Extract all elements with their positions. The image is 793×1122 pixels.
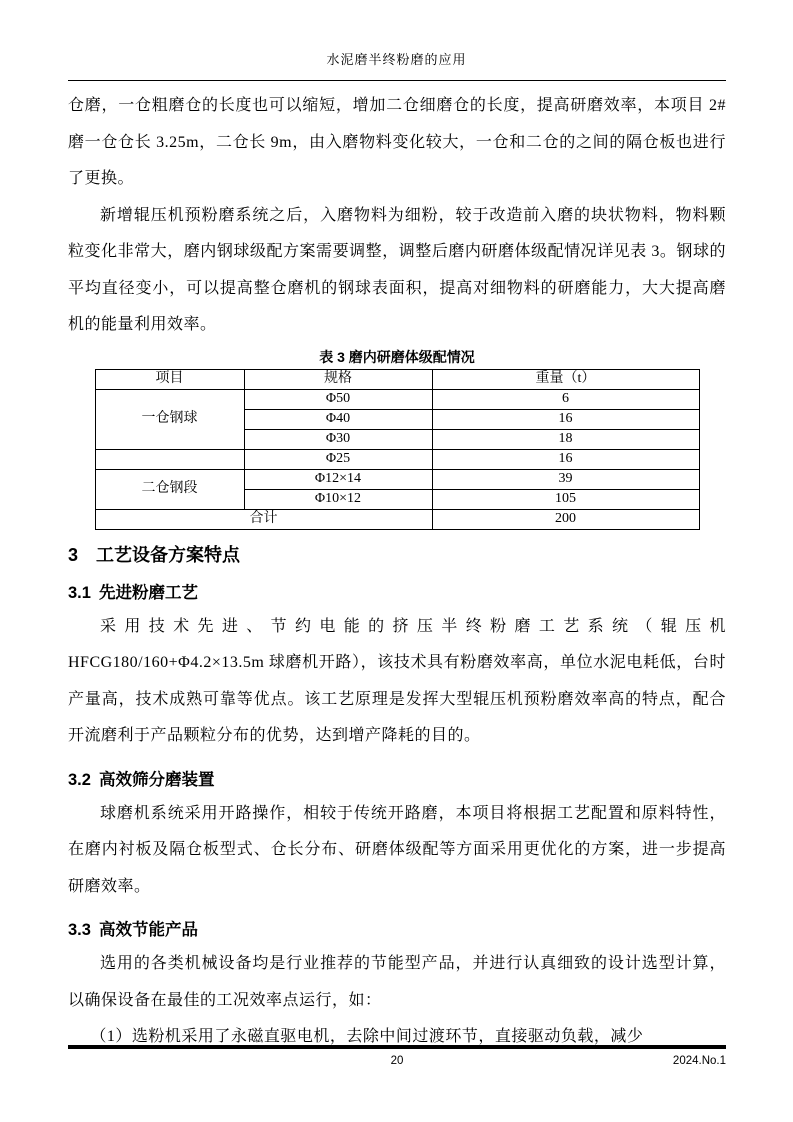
- col-header-item: 项目: [95, 369, 244, 389]
- weight-cell: 18: [432, 429, 699, 449]
- weight-cell: 39: [432, 469, 699, 489]
- footer-row: [68, 1054, 726, 1069]
- paragraph-grading-intro: 新增辊压机预粉磨系统之后，入磨物料为细粉，较于改造前入磨的块状物料，物料颗粒变化非常大，磨内钢球级配方案需要调整，调整后磨内研磨体级配情况详见表 3。钢球的平均直径变小，可以提高整仓磨机的钢球表面积，提高对细物料的研磨能力，大大提高磨机的能量利用效率。: [68, 206, 726, 333]
- header-rule: [68, 80, 726, 81]
- table-total-row: [95, 509, 699, 529]
- col-header-weight: 重量（t）: [432, 369, 699, 389]
- spec-cell: Φ25: [244, 449, 432, 469]
- grading-media-table: [95, 369, 700, 530]
- spec-cell: Φ12×14: [244, 469, 432, 489]
- table-row: [95, 449, 699, 469]
- page-footer: [68, 1045, 726, 1069]
- spec-cell: Φ10×12: [244, 489, 432, 509]
- subsection-title: 先进粉磨工艺: [98, 583, 198, 602]
- subsection-number: 3.3: [68, 921, 91, 939]
- weight-cell: 105: [432, 489, 699, 509]
- list-item-1: （1）选粉机采用了永磁直驱电机，去除中间过渡环节，直接驱动负载，减少: [90, 1028, 644, 1045]
- table-header-row: [95, 369, 699, 389]
- spec-cell: Φ50: [244, 389, 432, 409]
- table-row: [95, 469, 699, 489]
- weight-cell: 16: [432, 409, 699, 429]
- paragraph-3-1: 采用技术先进、节约电能的挤压半终粉磨工艺系统（辊压机 HFCG180/160+Φ4.2×13.5m 球磨机开路），该技术具有粉磨效率高，单位水泥电耗低，台时产量高，技术成熟可靠等优点。该工艺原理是发挥大型辊压机预粉磨效率高的特点，配合开流磨利于产品颗粒分布的优势，达到增产降耗的目的。: [68, 617, 726, 744]
- col-header-spec: 规格: [244, 369, 432, 389]
- journal-issue: 2024.No.1: [672, 1054, 726, 1067]
- section-heading-3: [68, 542, 726, 568]
- section-title: 工艺设备方案特点: [96, 544, 241, 565]
- running-head-title: 水泥磨半终粉磨的应用: [326, 52, 467, 67]
- empty-group-cell: [95, 449, 244, 469]
- group-label-chamber1: 一仓钢球: [95, 389, 244, 449]
- paragraph-3-3: 选用的各类机械设备均是行业推荐的节能型产品，并进行认真细致的设计选型计算，以确保设备在最佳的工况效率点运行，如：: [68, 955, 726, 1009]
- table-caption: 表 3 磨内研磨体级配情况: [319, 348, 475, 365]
- subsection-heading-3-3: [68, 918, 726, 942]
- page-body: [68, 88, 726, 1056]
- subsection-heading-3-2: [68, 768, 726, 792]
- subsection-title: 高效节能产品: [98, 921, 198, 939]
- subsection-number: 3.2: [68, 770, 91, 789]
- subsection-title: 高效筛分磨装置: [98, 770, 215, 789]
- weight-cell: 16: [432, 449, 699, 469]
- paragraph-3-2: 球磨机系统采用开路操作，相较于传统开路磨，本项目将根据工艺配置和原料特性，在磨内衬板及隔仓板型式、仓长分布、研磨体级配等方面采用更优化的方案，进一步提高研磨效率。: [68, 804, 726, 895]
- weight-cell: 6: [432, 389, 699, 409]
- paragraph-continuation: 仓磨，一仓粗磨仓的长度也可以缩短，增加二仓细磨仓的长度，提高研磨效率，本项目 2#磨一仓仓长 3.25m，二仓长 9m，由入磨物料变化较大，一仓和二仓的之间的隔仓板也进行了更换。: [68, 97, 726, 187]
- footer-rule: [68, 1045, 726, 1049]
- table-row: [95, 389, 699, 409]
- spec-cell: Φ40: [244, 409, 432, 429]
- page-number: 20: [390, 1054, 404, 1067]
- total-weight-cell: 200: [432, 509, 699, 529]
- subsection-heading-3-1: [68, 581, 726, 605]
- total-label-cell: 合计: [95, 509, 432, 529]
- group-label-chamber2: 二仓钢段: [95, 469, 244, 509]
- spec-cell: Φ30: [244, 429, 432, 449]
- subsection-number: 3.1: [68, 583, 91, 602]
- section-number: 3: [68, 544, 79, 565]
